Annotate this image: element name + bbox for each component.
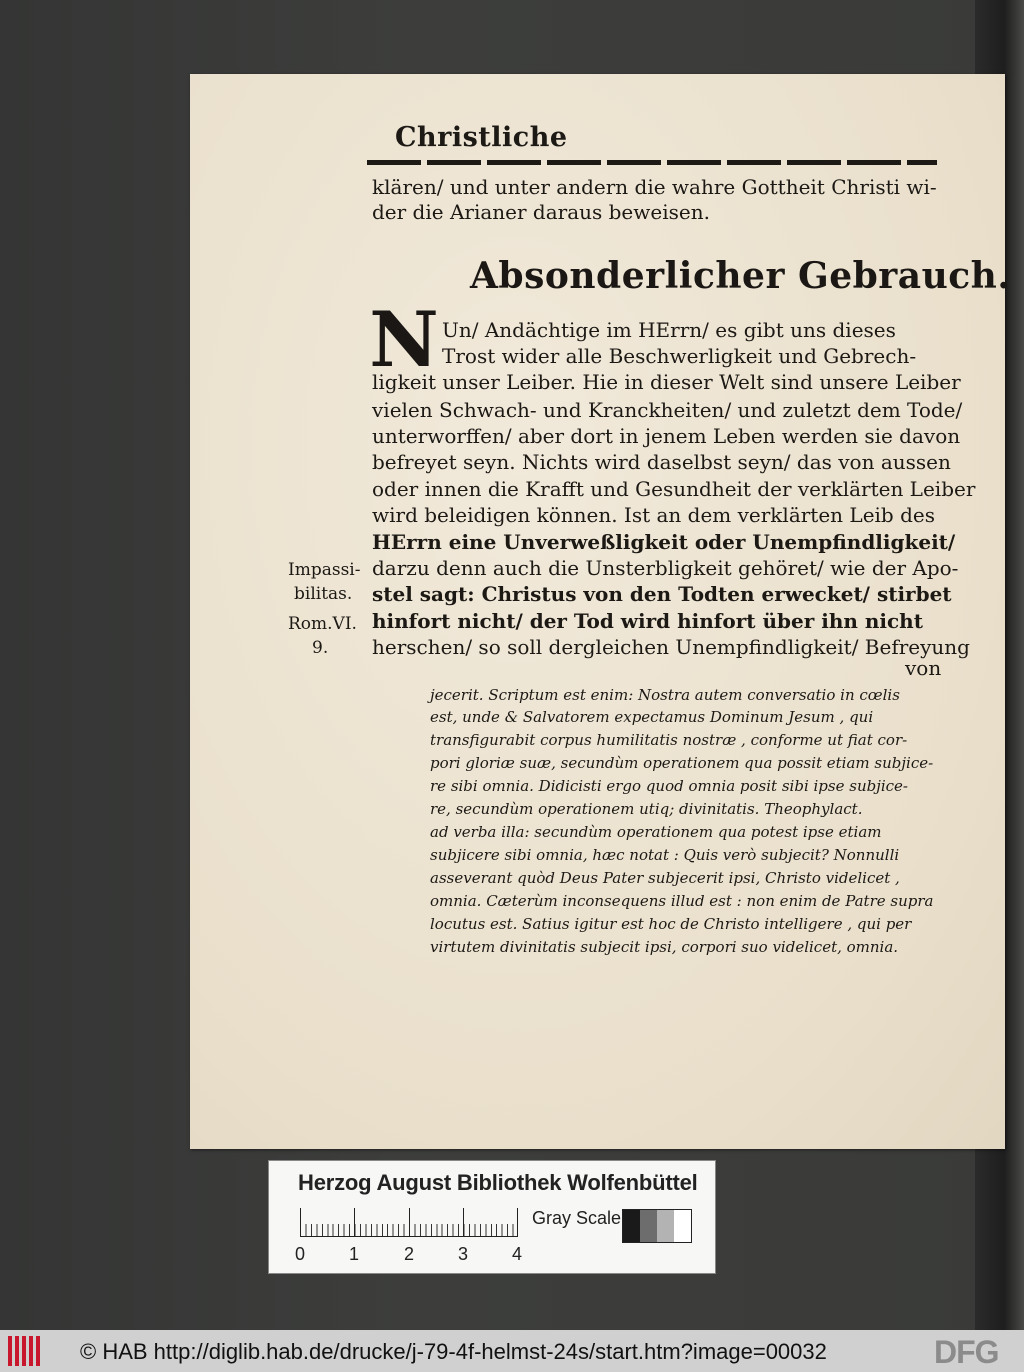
body-line-1: Un/ Andächtige im HErrn/ es gibt uns dieses	[442, 318, 896, 342]
ruler-tick-2	[409, 1208, 410, 1236]
hab-logo-icon	[8, 1336, 46, 1366]
latin-line-2: est, unde & Salvatorem expectamus Dominum Jesum , qui	[430, 708, 874, 726]
library-name: Herzog August Bibliothek Wolfenbüttel	[298, 1170, 698, 1195]
ruler-number-1: 1	[349, 1244, 360, 1264]
body-line-6: befreyet seyn. Nichts wird daselbst seyn/ das von aussen	[372, 450, 951, 474]
latin-line-9: asseverant quòd Deus Pater subjecerit ipsi, Christo videlicet ,	[430, 869, 900, 887]
latin-line-3: transfigurabit corpus humilitatis nostræ , conforme ut fiat cor-	[430, 731, 908, 749]
body-line-2: Trost wider alle Beschwerligkeit und Gebrech-	[442, 344, 917, 368]
body-line-8: wird beleidigen können. Ist an dem verklärten Leib des	[372, 503, 935, 527]
body-line-12: hinfort nicht/ der Tod wird hinfort über ihn nicht	[372, 609, 923, 633]
ruler-number-3: 3	[458, 1244, 469, 1264]
latin-line-5: re sibi omnia. Didicisti ergo quod omnia posit sibi ipse subjice-	[430, 777, 909, 795]
dfg-logo: DFG	[934, 1334, 999, 1370]
margin-note-impassibilitas-2: bilitas.	[294, 584, 353, 604]
gray-swatch-light	[657, 1210, 674, 1242]
latin-line-1: jecerit. Scriptum est enim: Nostra autem conversatio in cœlis	[430, 686, 900, 704]
latin-line-11: locutus est. Satius igitur est hoc de Christo intelligere , qui per	[430, 915, 912, 933]
footer-source-link[interactable]: © HAB http://diglib.hab.de/drucke/j-79-4f-helmst-24s/start.htm?image=00032	[80, 1339, 827, 1364]
latin-line-6: re, secundùm operationem utiq; divinitatis. Theophylact.	[430, 800, 863, 818]
latin-line-10: omnia. Cæterùm inconsequens illud est : non enim de Patre supra	[430, 892, 934, 910]
margin-note-rom-1: Rom.VI.	[288, 614, 357, 634]
margin-note-rom-2: 9.	[312, 638, 329, 658]
gray-scale-strip	[622, 1209, 692, 1243]
top-line-1: klären/ und unter andern die wahre Gottheit Christi wi-	[372, 175, 937, 199]
top-line-2: der die Arianer daraus beweisen.	[372, 200, 710, 224]
title-rule	[367, 160, 937, 165]
latin-line-7: ad verba illa: secundùm operationem qua potest ipse etiam	[430, 823, 882, 841]
margin-note-impassibilitas-1: Impassi-	[288, 560, 361, 580]
gray-swatch-dark	[640, 1210, 657, 1242]
ruler-number-4: 4	[512, 1244, 523, 1264]
latin-line-4: pori gloriæ suæ, secundùm operationem qua possit etiam subjice-	[430, 754, 934, 772]
ruler-tick-3	[463, 1208, 464, 1236]
body-line-4: vielen Schwach- und Kranckheiten/ und zuletzt dem Tode/	[372, 398, 963, 422]
catchword: von	[905, 656, 942, 680]
body-line-5: unterworffen/ aber dort in jenem Leben werden sie davon	[372, 424, 961, 448]
body-line-7: oder innen die Krafft und Gesundheit der verklärten Leiber	[372, 477, 976, 501]
ruler-number-2: 2	[404, 1244, 415, 1264]
latin-line-12: virtutem divinitatis subjecit ipsi, corpori suo videlicet, omnia.	[430, 938, 899, 956]
running-title: Christliche	[395, 122, 568, 153]
body-line-9: HErrn eine Unverweßligkeit oder Unempfindligkeit/	[372, 530, 956, 554]
ruler-number-0: 0	[295, 1244, 306, 1264]
body-line-3: ligkeit unser Leiber. Hie in dieser Welt sind unsere Leiber	[372, 370, 961, 394]
body-line-13: herschen/ so soll dergleichen Unempfindligkeit/ Befreyung	[372, 635, 970, 659]
gray-scale-label: Gray Scale	[532, 1208, 622, 1228]
ruler-tick-0	[300, 1208, 301, 1236]
section-heading: Absonderlicher Gebrauch.	[470, 255, 1011, 297]
body-line-10: darzu denn auch die Unsterbligkeit gehöret/ wie der Apo-	[372, 556, 959, 580]
body-line-11: stel sagt: Christus von den Todten erwecket/ stirbet	[372, 582, 952, 606]
ruler-tick-4	[517, 1208, 518, 1236]
dropcap-letter: N	[369, 295, 439, 384]
gray-swatch-white	[674, 1210, 691, 1242]
latin-line-8: subjicere sibi omnia, hæc notat : Quis verò subjecit? Nonnulli	[430, 846, 900, 864]
gray-swatch-black	[623, 1210, 640, 1242]
ruler-tick-1	[354, 1208, 355, 1236]
